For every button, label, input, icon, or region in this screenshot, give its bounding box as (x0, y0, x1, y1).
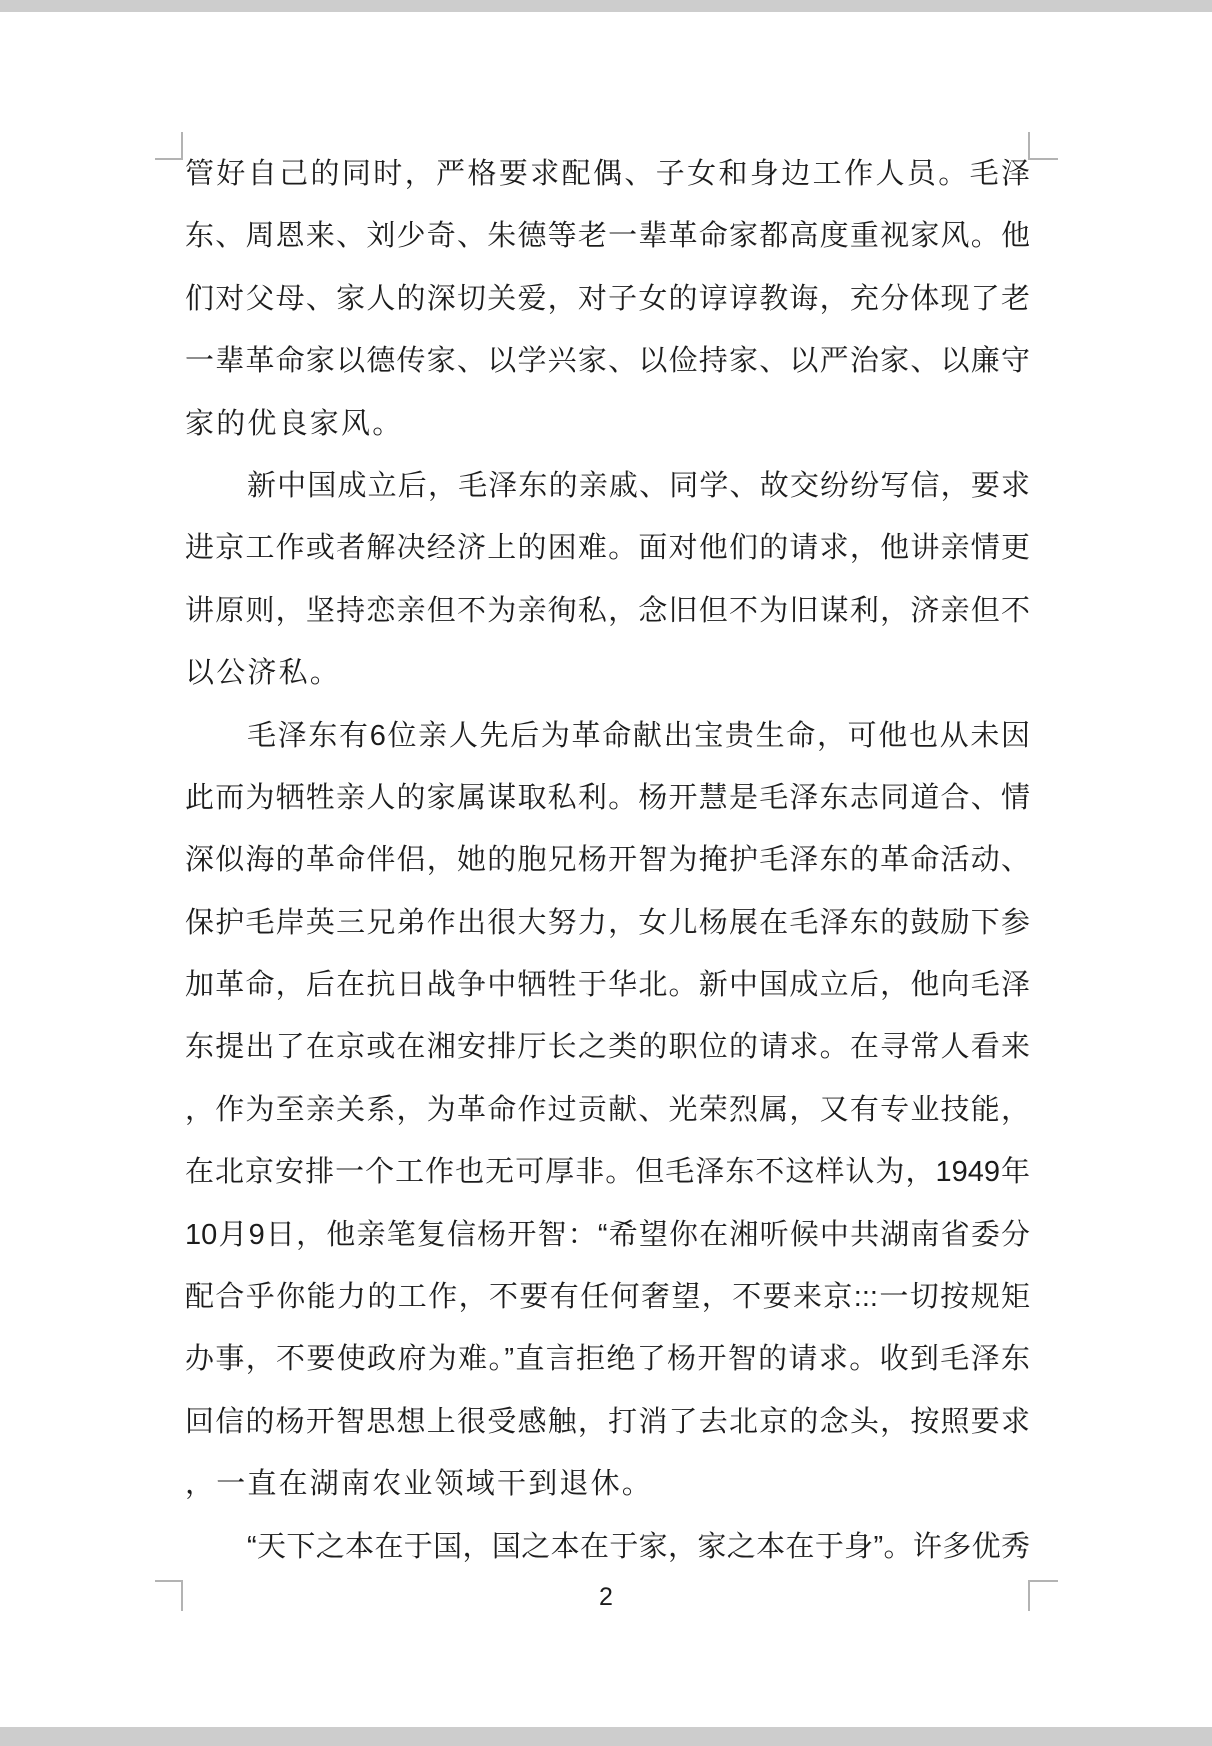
text-line: 一辈革命家以德传家、以学兴家、以俭持家、以严治家、以廉守 (185, 345, 1030, 378)
text-line: 深似海的革命伴侣，她的胞兄杨开智为掩护毛泽东的革命活动、 (185, 844, 1030, 877)
text-line: 办事，不要使政府为难。”直言拒绝了杨开智的请求。收到毛泽东 (185, 1343, 1030, 1376)
text-line: ，一直在湖南农业领域干到退休。 (185, 1468, 654, 1501)
text-line: 以公济私。 (185, 657, 342, 690)
page-number: 2 (599, 1583, 613, 1611)
text-line: 进京工作或者解决经济上的困难。面对他们的请求，他讲亲情更 (185, 532, 1030, 565)
page-gap-top (0, 0, 1212, 12)
margin-mark-top-right (1028, 132, 1058, 160)
document-text (185, 143, 1030, 1578)
margin-mark-top-left (155, 132, 183, 160)
text-line: ，作为至亲关系，为革命作过贡献、光荣烈属，又有专业技能， (185, 1093, 1030, 1126)
text-line: 配合乎你能力的工作，不要有任何奢望，不要来京:::一切按规矩 (185, 1281, 1030, 1314)
text-line: 管好自己的同时，严格要求配偶、子女和身边工作人员。毛泽 (185, 158, 1030, 190)
text-line: 回信的杨开智思想上很受感触，打消了去北京的念头，按照要求 (185, 1405, 1030, 1438)
text-line: 10月9日，他亲笔复信杨开智：“希望你在湘听候中共湖南省委分 (185, 1218, 1030, 1251)
text-line: 保护毛岸英三兄弟作出很大努力，女儿杨展在毛泽东的鼓励下参 (185, 906, 1030, 939)
text-line: 毛泽东有6位亲人先后为革命献出宝贵生命，可他也从未因 (247, 719, 1030, 752)
text-line: “天下之本在于国，国之本在于家，家之本在于身”。许多优秀 (247, 1530, 1030, 1563)
text-line: 东提出了在京或在湘安排厅长之类的职位的请求。在寻常人看来 (185, 1031, 1030, 1064)
text-line: 新中国成立后，毛泽东的亲戚、同学、故交纷纷写信，要求 (247, 469, 1030, 502)
text-line: 此而为牺牲亲人的家属谋取私利。杨开慧是毛泽东志同道合、情 (185, 781, 1030, 814)
text-line: 们对父母、家人的深切关爱，对子女的谆谆教诲，充分体现了老 (185, 282, 1030, 315)
text-line: 在北京安排一个工作也无可厚非。但毛泽东不这样认为，1949年 (185, 1156, 1030, 1189)
page-gap-bottom (0, 1727, 1212, 1746)
text-line: 加革命，后在抗日战争中牺牲于华北。新中国成立后，他向毛泽 (185, 969, 1030, 1002)
text-line: 讲原则，坚持恋亲但不为亲徇私，念旧但不为旧谋利，济亲但不 (185, 594, 1030, 627)
text-line: 东、周恩来、刘少奇、朱德等老一辈革命家都高度重视家风。他 (185, 220, 1030, 253)
text-line: 家的优良家风。 (185, 407, 404, 440)
